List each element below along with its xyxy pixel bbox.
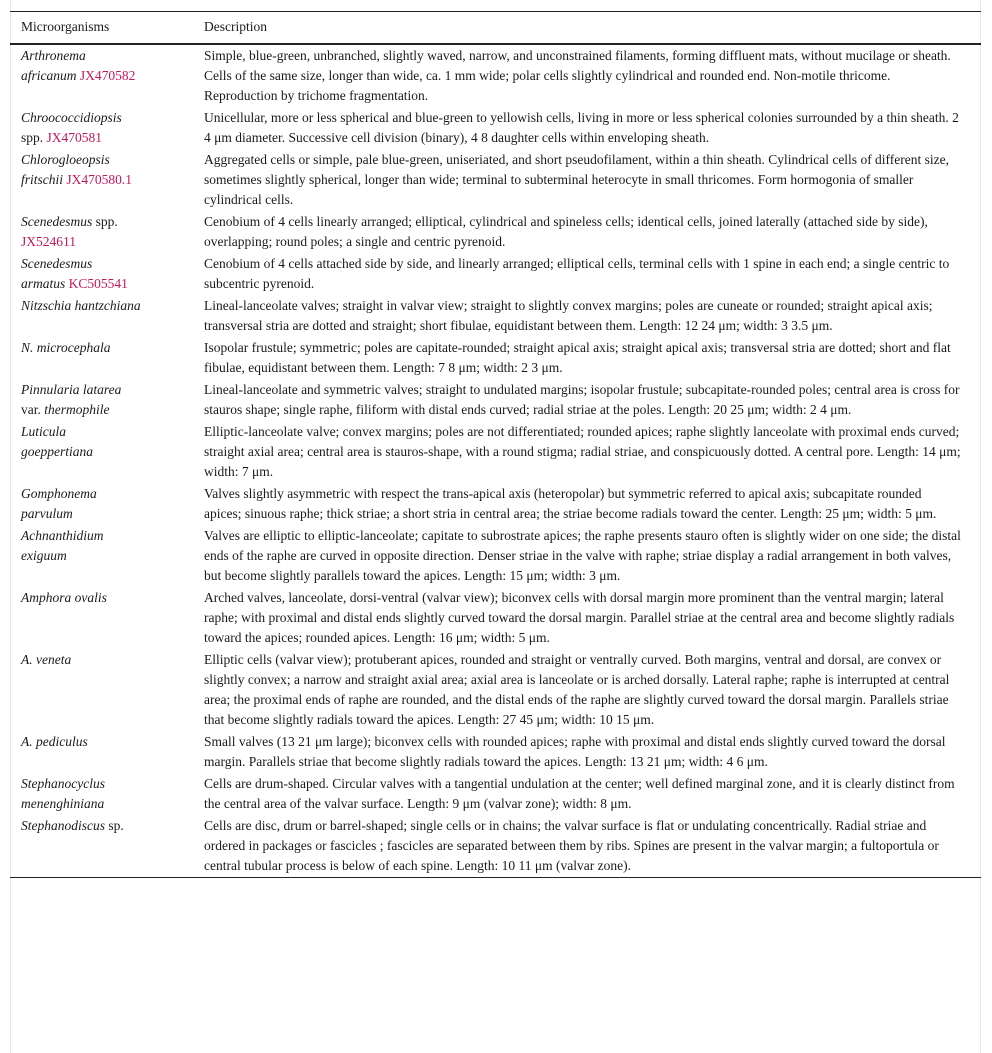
taxon-name: Gomphonema [21,486,97,501]
table-row [10,525,981,587]
microorganism-name [10,107,200,149]
taxon-name: Luticula [21,424,67,439]
taxon-name: Chlorogloeopsis [21,152,110,167]
microorganism-name [10,483,200,525]
taxon-name: goeppertiana [21,444,93,459]
taxon-name: armatus [21,276,66,291]
microorganism-name [10,337,200,379]
description-cell: Cenobium of 4 cells linearly arranged; elliptical, cylindrical and spineless cells; identical cells, joined laterally (attached side by side), overlapping; round poles; a single and centric pyrenoid. [204,214,928,249]
taxon-name: Scenedesmus [21,256,93,271]
taxon-name: Chroococcidiopsis [21,110,122,125]
microorganisms-table [10,11,981,878]
microorganism-name [10,525,200,587]
taxon-name: Stephanodiscus [21,818,105,833]
table-row [10,379,981,421]
microorganism-name [10,149,200,211]
table-row [10,211,981,253]
microorganism-name [10,44,200,107]
table-row [10,44,981,107]
table-row [10,337,981,379]
taxon-name: exiguum [21,548,67,563]
taxon-name: Stephanocyclus [21,776,105,791]
description-cell: Aggregated cells or simple, pale blue-green, uniseriated, and short pseudofilament, within a thin sheath. Cylindrical cells of different size, sometimes slightly spherical, longer than wide; terminal to subterminal heterocyte in small thricomes. Form hormogonia of smaller cylindrical cells. [204,152,950,207]
taxon-name: thermophile [44,402,110,417]
taxon-qualifier: spp. [21,130,44,145]
taxon-name: Pinnularia latarea [21,382,122,397]
table-row [10,253,981,295]
taxon-name: parvulum [21,506,73,521]
accession-link[interactable]: JX470581 [46,130,103,145]
description-cell: Lineal-lanceolate valves; straight in valvar view; straight to slightly convex margins; poles are cuneate or rounded; straight apical axis; transversal stria are dotted and straight; short fibulae, equidistant between them. Length: 12 24 μm; width: 3 3.5 μm. [204,298,933,333]
table-row [10,295,981,337]
taxon-qualifier: var. [21,402,41,417]
description-cell: Valves slightly asymmetric with respect the trans-apical axis (heteropolar) but symmetric referred to apical axis; subcapitate rounded apices; sinuous raphe; thick striae; a short stria in central area; the striae become radials toward the center. Length: 25 μm; width: 5 μm. [204,486,937,521]
taxon-name: Achnanthidium [21,528,104,543]
microorganism-name [10,421,200,483]
table-row [10,815,981,878]
taxon-name: fritschii [21,172,64,187]
microorganism-name [10,379,200,421]
table-row [10,773,981,815]
description-cell: Elliptic cells (valvar view); protuberant apices, rounded and straight or ventrally curved. Both margins, ventral and dorsal, are convex or slightly convex; a narrow and straight axial area; axial area is lanceolate or is arched dorsally. Lateral raphe; raphe is interrupted at central area; the proximal ends of raphe are rounded, and the distal ends of the raphe are slightly curved toward the dorsal margin. Parallels striae that become slightly radials toward the apices. Length: 27 45 μm; width: 10 15 μm. [204,652,950,727]
table-header [10,12,981,45]
taxon-name: Nitzschia hantzchiana [21,298,141,313]
table-row [10,649,981,731]
microorganism-name [10,773,200,815]
description-cell: Lineal-lanceolate and symmetric valves; straight to undulated margins; isopolar frustule; subcapitate-rounded poles; central area is cross for stauros shape; single raphe, filiform with distal ends curved; radial striae at the poles. Length: 20 25 μm; width: 2 4 μm. [204,382,960,417]
table-row [10,149,981,211]
table-row [10,483,981,525]
description-cell: Unicellular, more or less spherical and blue-green to yellowish cells, living in more or less spherical colonies surrounded by a thin sheath. 2 4 μm diameter. Successive cell division (binary), 4 8 daughter cells within enveloping sheath. [204,110,959,145]
taxon-name: menenghiniana [21,796,105,811]
microorganism-name [10,649,200,731]
accession-link[interactable]: JX470582 [79,68,136,83]
description-cell: Cells are drum-shaped. Circular valves with a tangential undulation at the center; well defined marginal zone, and it is clearly distinct from the central area of the valvar surface. Length: 9 μm (valvar zone); width: 8 μm. [204,776,955,811]
taxon-qualifier: sp. [108,818,124,833]
accession-link[interactable]: KC505541 [68,276,128,291]
description-cell: Valves are elliptic to elliptic-lanceolate; capitate to subrostrate apices; the raphe presents stauro often is slightly wider on one side; the distal ends of the raphe are curved in opposite direction. Denser striae in the valve with raphe; striae display a radial arrangement in both valves, but become slightly parallels toward the apices. Length: 15 μm; width: 3 μm. [204,528,961,583]
taxon-name: Arthronema [21,48,86,63]
header-description: Description [204,19,267,34]
description-cell: Elliptic-lanceolate valve; convex margins; poles are not differentiated; rounded apices; raphe slightly lanceolate with proximal ends curved; straight axial area; central area is stauros-shape, with a round stigma; radial striae, and conspicuously dotted. A central pore. Length: 14 μm; width: 7 μm. [204,424,961,479]
accession-link[interactable]: JX524611 [21,234,77,249]
taxon-name: africanum [21,68,77,83]
header-microorganisms: Microorganisms [21,19,110,34]
taxon-qualifier: spp. [95,214,118,229]
accession-link[interactable]: JX470580.1 [66,172,133,187]
microorganism-name [10,211,200,253]
microorganism-name [10,815,200,878]
microorganism-name [10,253,200,295]
microorganism-name [10,295,200,337]
description-cell: Small valves (13 21 μm large); biconvex cells with rounded apices; raphe with proximal and distal ends slightly curved toward the dorsal margin. Parallels striae that become slightly radials toward the apices. Length: 13 21 μm; width: 4 6 μm. [204,734,946,769]
taxon-name: Scenedesmus [21,214,93,229]
microorganism-name [10,731,200,773]
table-row [10,587,981,649]
description-cell: Arched valves, lanceolate, dorsi-ventral (valvar view); biconvex cells with dorsal margin more prominent than the ventral margin; lateral raphe; with proximal and distal ends slightly curved toward the dorsal margin. Parallel striae at the central area and become slightly radials toward the apices; rounded apices. Length: 16 μm; width: 5 μm. [204,590,955,645]
table-row [10,731,981,773]
taxon-name: N. microcephala [21,340,111,355]
table-row [10,421,981,483]
microorganism-name [10,587,200,649]
taxon-name: A. veneta [21,652,72,667]
description-cell: Cells are disc, drum or barrel-shaped; single cells or in chains; the valvar surface is flat or undulating concentrically. Radial striae and ordered in packages or fascicles ; fascicles are separated between them by ribs. Spines are present in the valvar margin; a fultoportula or central tubular process is below of each spine. Length: 10 11 μm (valvar zone). [204,818,939,873]
description-cell: Isopolar frustule; symmetric; poles are capitate-rounded; straight apical axis; straight apical axis; transversal stria are dotted; short and flat fibulae, equidistant between them. Length: 7 8 μm; width: 2 3 μm. [204,340,951,375]
description-cell: Cenobium of 4 cells attached side by side, and linearly arranged; elliptical cells, terminal cells with 1 spine in each end; a single centric to subcentric pyrenoid. [204,256,950,291]
description-cell: Simple, blue-green, unbranched, slightly waved, narrow, and unconstrained filaments, forming diffluent mats, without mucilage or sheath. Cells of the same size, longer than wide, ca. 1 mm wide; polar cells slightly cylindrical and rounded end. Non-motile thricome. Reproduction by trichome fragmentation. [204,48,951,103]
taxon-name: A. pediculus [21,734,88,749]
taxon-name: Amphora ovalis [21,590,107,605]
table-body [10,44,981,878]
table-row [10,107,981,149]
header-row [10,12,981,45]
